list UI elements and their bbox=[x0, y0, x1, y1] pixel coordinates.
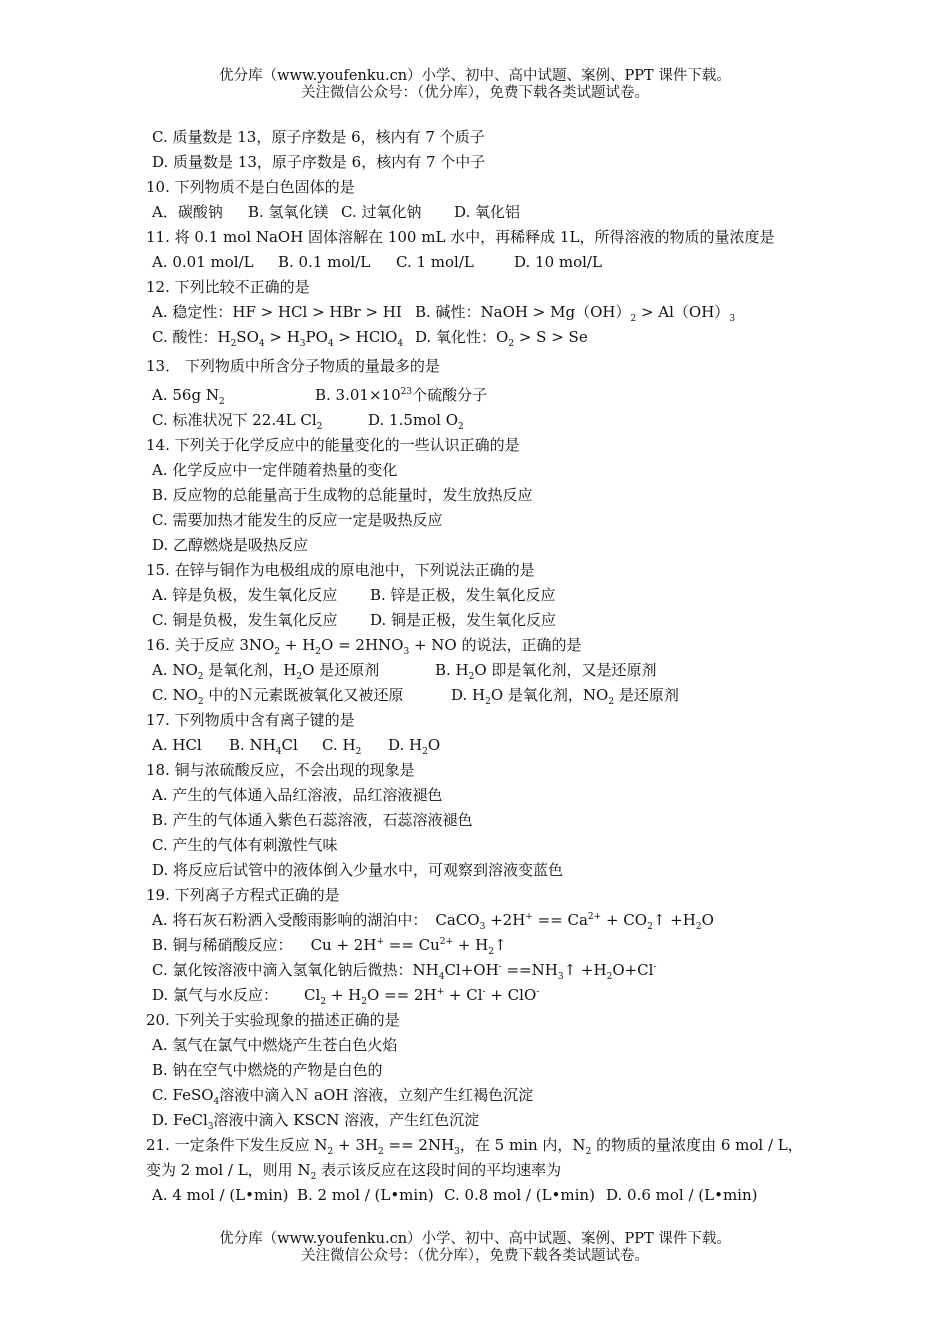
q9-option-c: C. 质量数是 13，原子序数是 6，核内有 7 个质子 bbox=[152, 128, 485, 146]
q13-option-b: B. $3.01\times 10^{23}$个硫酸分子 bbox=[315, 386, 488, 404]
q17-option-a: A. HCl bbox=[152, 736, 202, 754]
q12-options-ab bbox=[146, 300, 811, 325]
q20-stem: 20. 下列关于实验现象的描述正确的是 bbox=[146, 1011, 400, 1029]
q20-option-a: A. 氢气在氯气中燃烧产生苍白色火焰 bbox=[152, 1036, 398, 1054]
q21-option-d: D. 0.6 mol / (L•min) bbox=[606, 1186, 758, 1204]
q17-option-b: B. $NH_4Cl$ bbox=[229, 736, 298, 757]
q12-option-c: C. 酸性：$H_2SO_4 > H_3PO_4$ > HClO$_4$ bbox=[152, 328, 404, 349]
q20-option-d: D. FeCl$_3$溶液中滴入 KSCN 溶液，产生红色沉淀 bbox=[152, 1111, 480, 1132]
q17-option-c: C. $H_2$ bbox=[322, 736, 362, 757]
q10-option-b: B. 氢氧化镁 bbox=[248, 203, 329, 221]
q20-option-b: B. 钠在空气中燃烧的产物是白色的 bbox=[152, 1061, 383, 1079]
q19-stem: 19. 下列离子方程式正确的是 bbox=[146, 886, 340, 904]
q16-stem: 16. 关于反应 $3NO_2 + H_2O = 2HNO_3$ + NO 的说法，正确的是 bbox=[146, 636, 582, 657]
q9-option-d: D. 质量数是 13，原子序数是 6，核内有 7 个中子 bbox=[152, 153, 486, 171]
q16-option-c: C. $NO_2$ 中的Ｎ元素既被氧化又被还原 bbox=[152, 686, 404, 707]
q19-option-b: B. 铜与稀硝酸反应： $Cu + 2H^+ == Cu^{2+}$ + $H_2↑$ bbox=[152, 936, 507, 957]
q16-options-cd bbox=[146, 683, 811, 708]
q14-stem: 14. 下列关于化学反应中的能量变化的一些认识正确的是 bbox=[146, 436, 520, 454]
q13-option-d: D. 1.5mol $O_2$ bbox=[368, 411, 464, 432]
header-line-1: 优分库（www.youfenku.cn）小学、初中、高中试题、案例、PPT 课件下载。 bbox=[219, 68, 731, 84]
q18-option-d: D. 将反应后试管中的液体倒入少量水中，可观察到溶液变蓝色 bbox=[152, 861, 564, 879]
q18-stem: 18. 铜与浓硫酸反应，不会出现的现象是 bbox=[146, 761, 415, 779]
q13-stem: 13． 下列物质中所含分子物质的量最多的是 bbox=[146, 357, 440, 375]
q17-option-d: D. $H_2O$ bbox=[388, 736, 441, 757]
question-list bbox=[146, 125, 811, 1208]
q19-option-d: D. 氯气与水反应： $Cl_2 + H_2O == 2H^+ + Cl^- + ClO^-$ bbox=[152, 986, 540, 1007]
q20-option-c: C. FeSO$_4$溶液中滴入Ｎ aOH 溶液，立刻产生红褐色沉淀 bbox=[152, 1086, 534, 1107]
q21-options bbox=[146, 1183, 811, 1208]
q12-option-b: B. 碱性：NaOH > $Mg(OH)_2 > Al(OH)_3$ bbox=[415, 303, 736, 324]
q12-option-a: A. 稳定性：HF > HCl > HBr > HI bbox=[152, 303, 402, 321]
q21-option-a: A. 4 mol / (L•min) bbox=[152, 1186, 289, 1204]
q12-options-cd bbox=[146, 325, 811, 350]
q18-option-b: B. 产生的气体通入紫色石蕊溶液，石蕊溶液褪色 bbox=[152, 811, 473, 829]
q10-option-a: A．碳酸钠 bbox=[152, 203, 223, 221]
q10-option-d: D. 氧化铝 bbox=[454, 203, 521, 221]
q11-option-c: C. 1 mol/L bbox=[396, 253, 474, 271]
q18-option-c: C. 产生的气体有刺激性气味 bbox=[152, 836, 338, 854]
q10-stem: 10. 下列物质不是白色固体的是 bbox=[146, 178, 355, 196]
q10-option-c: C. 过氧化钠 bbox=[341, 203, 422, 221]
q15-option-d: D. 铜是正极，发生氧化反应 bbox=[370, 611, 557, 629]
q11-stem: 11. 将 0.1 mol NaOH 固体溶解在 100 mL 水中，再稀释成 1L，所得溶液的物质的量浓度是 bbox=[146, 228, 775, 246]
q19-option-a: A. 将石灰石粉洒入受酸雨影响的湖泊中： CaCO$_3$ $+2H^+ == Ca^{2+}$ + $CO_2↑ +H_2O$ bbox=[152, 911, 714, 932]
q14-option-c: C. 需要加热才能发生的反应一定是吸热反应 bbox=[152, 511, 443, 529]
q14-option-d: D. 乙醇燃烧是吸热反应 bbox=[152, 536, 309, 554]
footer-line-2: 关注微信公众号：（优分库），免费下载各类试题试卷。 bbox=[301, 1248, 649, 1264]
q15-option-b: B. 锌是正极，发生氧化反应 bbox=[370, 586, 556, 604]
q14-option-b: B. 反应物的总能量高于生成物的总能量时，发生放热反应 bbox=[152, 486, 533, 504]
page-header bbox=[0, 68, 950, 102]
q21-stem-continued: 变为 2 mol / L，则用 $N_2$ 表示该反应在这段时间的平均速率为 bbox=[146, 1161, 562, 1182]
q11-options bbox=[146, 250, 811, 275]
q15-option-c: C. 铜是负极，发生氧化反应 bbox=[152, 611, 338, 629]
q19-option-c: C. 氯化铵溶液中滴入氢氧化钠后微热：$NH_4Cl+OH^-$ $==NH_3↑ +H_2O+Cl^-$ bbox=[152, 961, 657, 982]
q13-options-cd bbox=[146, 408, 811, 433]
q21-option-b: B. 2 mol / (L•min) bbox=[297, 1186, 434, 1204]
q13-option-c: C. 标准状况下 22.4L $Cl_2$ bbox=[152, 411, 323, 432]
q21-stem: 21. 一定条件下发生反应 $N_2 + 3H_2 == 2NH_3$，在 5 min 内，$N_2$ 的物质的量浓度由 6 mol / L， bbox=[146, 1136, 803, 1157]
q14-option-a: A. 化学反应中一定伴随着热量的变化 bbox=[152, 461, 398, 479]
q12-stem: 12. 下列比较不正确的是 bbox=[146, 278, 310, 296]
q12-option-d: D. 氧化性：$O_2 > S > Se$ bbox=[415, 328, 588, 349]
q13-option-a: A. 56g $N_2$ bbox=[152, 386, 225, 407]
q16-option-a: A. $NO_2$ 是氧化剂，$H_2O$ 是还原剂 bbox=[152, 661, 380, 682]
header-line-2: 关注微信公众号：（优分库），免费下载各类试题试卷。 bbox=[301, 85, 649, 101]
q21-option-c: C. 0.8 mol / (L•min) bbox=[444, 1186, 595, 1204]
q11-option-b: B. 0.1 mol/L bbox=[278, 253, 371, 271]
q15-stem: 15. 在锌与铜作为电极组成的原电池中，下列说法正确的是 bbox=[146, 561, 535, 579]
q16-options-ab bbox=[146, 658, 811, 683]
q15-options-cd bbox=[146, 608, 811, 633]
q16-option-b: B. $H_2O$ 即是氧化剂，又是还原剂 bbox=[435, 661, 657, 682]
footer-line-1: 优分库（www.youfenku.cn）小学、初中、高中试题、案例、PPT 课件下载。 bbox=[219, 1231, 731, 1247]
q11-option-d: D. 10 mol/L bbox=[514, 253, 602, 271]
q16-option-d: D. $H_2O$ 是氧化剂，$NO_2$ 是还原剂 bbox=[451, 686, 679, 707]
q17-options bbox=[146, 733, 811, 758]
page-footer bbox=[0, 1231, 950, 1265]
q15-options-ab bbox=[146, 583, 811, 608]
q17-stem: 17. 下列物质中含有离子键的是 bbox=[146, 711, 355, 729]
q13-options-ab bbox=[146, 383, 811, 408]
q15-option-a: A. 锌是负极，发生氧化反应 bbox=[152, 586, 338, 604]
q18-option-a: A. 产生的气体通入品红溶液，品红溶液褪色 bbox=[152, 786, 443, 804]
q10-options bbox=[146, 200, 811, 225]
q11-option-a: A. 0.01 mol/L bbox=[152, 253, 254, 271]
